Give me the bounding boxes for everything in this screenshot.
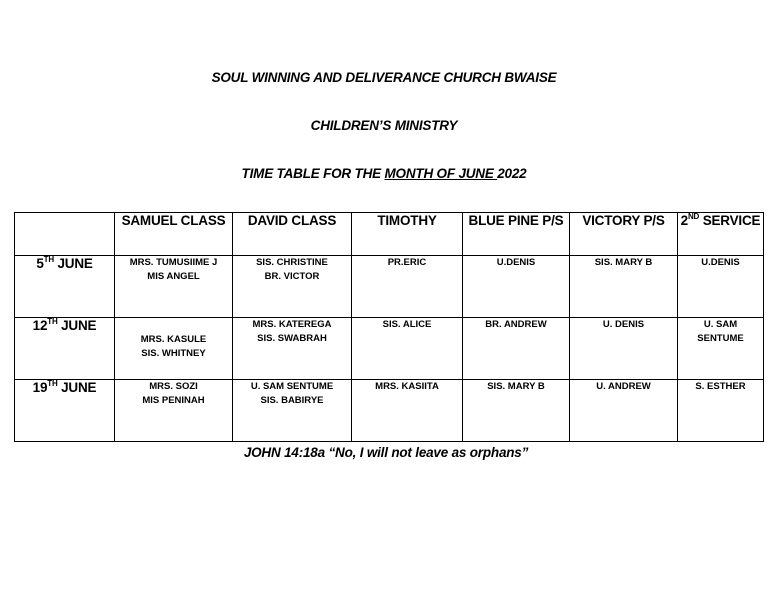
second-service-number: 2 [680,213,688,228]
cell-line: MRS. KASULE [140,334,207,345]
cell-line: U.DENIS [701,257,740,268]
column-header-blue-pine: BLUE PINE P/S [463,213,570,256]
cell-line: PR.ERIC [387,257,427,268]
column-header-david-class: DAVID CLASS [233,213,352,256]
table-cell [463,318,570,380]
date-month: JUNE [57,380,97,395]
cell-line: MIS PENINAH [142,395,205,406]
cell-line: SIS. MARY B [594,257,653,268]
timetable-title-prefix: TIME TABLE FOR THE [241,166,385,181]
date-suffix: TH [47,317,58,326]
row-header-date [15,380,115,442]
cell-line: SIS. MARY B [487,381,545,392]
cell-line: U. DENIS [602,319,645,330]
cell-line: U. ANDREW [596,381,651,392]
table-row [15,380,764,442]
date-suffix: TH [47,379,58,388]
date-month: JUNE [53,256,93,271]
date-suffix: TH [43,255,54,264]
cell-line: MRS. TUMUSIIME J [129,257,218,268]
table-cell [233,256,352,318]
column-header-samuel-class: SAMUEL CLASS [115,213,233,256]
cell-line: BR. ANDREW [485,319,547,330]
date-day: 12 [32,318,48,333]
date-month: JUNE [57,318,97,333]
table-cell [678,256,764,318]
bible-verse-footer: JOHN 14:18a “No, I will not leave as orphans” [243,445,529,460]
table-cell [233,380,352,442]
cell-line: SIS. SWABRAH [257,333,327,344]
cell-line: MIS ANGEL [147,271,200,282]
cell-line: U. SAM [703,319,738,330]
cell-line: SIS. CHRISTINE [256,257,328,268]
table-cell [678,318,764,380]
timetable-title-year: 2022 [497,166,527,181]
cell-line: U.DENIS [496,257,536,268]
cell-line: MRS. KATEREGA [252,319,332,330]
second-service-suffix: ND [687,212,700,221]
row-header-date [15,256,115,318]
column-header-second-service [678,213,764,256]
header-row [15,213,764,256]
row-header-date [15,318,115,380]
date-day: 5 [36,256,44,271]
cell-line: U. SAM SENTUME [250,381,334,392]
column-header-victory: VICTORY P/S [570,213,678,256]
table-cell [233,318,352,380]
table-cell [115,256,233,318]
table-cell [115,318,233,380]
second-service-word: SERVICE [699,213,761,228]
cell-line: SIS. BABIRYE [260,395,324,406]
table-cell [352,380,463,442]
cell-line: S. ESTHER [695,381,746,392]
cell-line: BR. VICTOR [264,271,320,282]
date-day: 19 [32,380,48,395]
table-cell [463,256,570,318]
table-cell [463,380,570,442]
table-row [15,256,764,318]
church-name-heading: SOUL WINNING AND DELIVERANCE CHURCH BWAISE [211,70,557,85]
table-cell [570,380,678,442]
table-row [15,318,764,380]
table-cell [570,318,678,380]
cell-line: MRS. KASIITA [375,381,439,392]
cell-line: SIS. ALICE [382,319,432,330]
cell-line: SENTUME [697,333,744,344]
table-cell [352,318,463,380]
timetable-title-month: MONTH OF JUNE [384,166,498,181]
cell-content [115,318,232,361]
timetable [14,212,764,442]
column-header-timothy: TIMOTHY [352,213,463,256]
table-cell [115,380,233,442]
table-cell [352,256,463,318]
corner-cell [15,213,115,256]
timetable-title [0,166,768,181]
cell-line: MRS. SOZI [149,381,198,392]
table-cell [570,256,678,318]
cell-line: SIS. WHITNEY [141,348,206,359]
table-cell [678,380,764,442]
ministry-heading: CHILDREN’S MINISTRY [310,118,458,133]
